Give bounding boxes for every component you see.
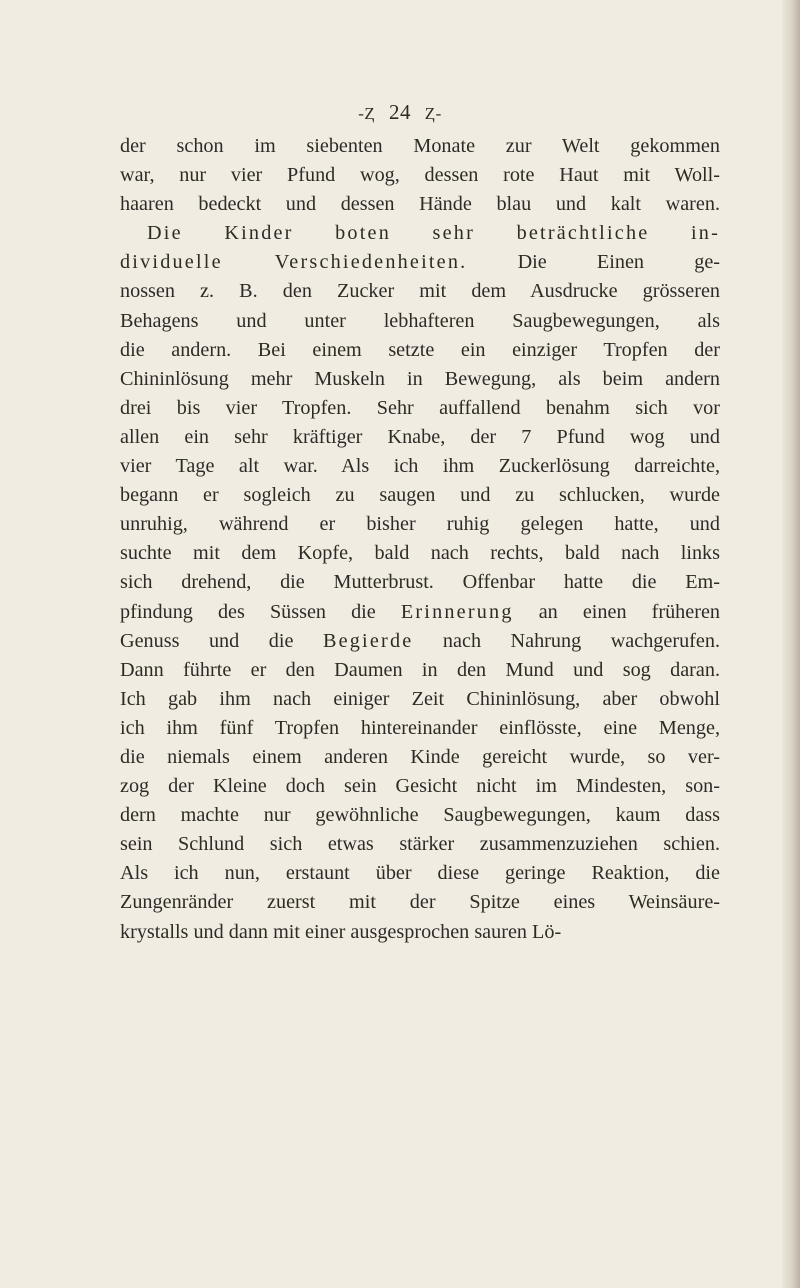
text-line: vier Tage alt war. Als ich ihm Zuckerlösung darreichte, — [120, 455, 720, 478]
text-line — [120, 248, 720, 277]
text-line: sein Schlund sich etwas stärker zusammenzuziehen schien. — [120, 833, 720, 856]
text-segment: nach Nahrung wachgerufen. — [413, 629, 720, 652]
spaced-emphasis: Begierde — [322, 629, 414, 652]
text-line: Als ich nun, erstaunt über diese geringe Reaktion, die — [120, 862, 720, 885]
ornament-right-icon: Ⱬ- — [424, 104, 442, 123]
text-line: ich ihm fünf Tropfen hintereinander einflösste, eine Menge, — [120, 716, 720, 739]
text-line: die andern. Bei einem setzte ein einziger Tropfen der — [120, 338, 720, 361]
text-line: Dann führte er den Daumen in den Mund und sog daran. — [120, 658, 720, 681]
spaced-emphasis: dividuelle Verschiedenheiten. — [120, 251, 468, 274]
text-line: begann er sogleich zu saugen und zu schlucken, wurde — [120, 484, 720, 507]
text-line: suchte mit dem Kopfe, bald nach rechts, bald nach links — [120, 542, 720, 565]
text-line: Ich gab ihm nach einiger Zeit Chininlösung, aber obwohl — [120, 687, 720, 710]
text-line — [120, 598, 720, 627]
text-line: die niemals einem anderen Kinde gereicht wurde, so ver- — [120, 745, 720, 768]
text-segment: an einen früheren — [513, 600, 720, 623]
page-edge-shadow — [782, 0, 800, 1288]
text-line: nossen z. B. den Zucker mit dem Ausdrucke grösseren — [120, 280, 720, 303]
spaced-emphasis: Die Kinder boten sehr beträchtliche in- — [147, 222, 720, 245]
text-line: war, nur vier Pfund wog, dessen rote Haut mit Woll- — [120, 164, 720, 187]
text-line: sich drehend, die Mutterbrust. Offenbar hatte die Em- — [120, 571, 720, 594]
text-line: krystalls und dann mit einer ausgesprochen sauren Lö- — [120, 920, 562, 943]
text-line — [120, 627, 720, 656]
spaced-emphasis: Erinnerung — [400, 600, 514, 623]
text-line: Behagens und unter lebhafteren Saugbewegungen, als — [120, 309, 720, 332]
body-text — [120, 132, 720, 947]
text-line: dern machte nur gewöhnliche Saugbewegungen, kaum dass — [120, 804, 720, 827]
running-header — [0, 98, 800, 128]
text-line: drei bis vier Tropfen. Sehr auffallend benahm sich vor — [120, 396, 720, 419]
text-line: unruhig, während er bisher ruhig gelegen hatte, und — [120, 513, 720, 536]
text-line: haaren bedeckt und dessen Hände blau und kalt waren. — [120, 193, 720, 216]
text-line: Chininlösung mehr Muskeln in Bewegung, als beim andern — [120, 367, 720, 390]
ornament-left-icon: -Ⱬ — [358, 104, 376, 123]
text-segment: Die Einen ge- — [467, 251, 721, 274]
text-line: zog der Kleine doch sein Gesicht nicht im Mindesten, son- — [120, 775, 720, 798]
text-line: allen ein sehr kräftiger Knabe, der 7 Pfund wog und — [120, 425, 720, 448]
text-line: der schon im siebenten Monate zur Welt gekommen — [120, 135, 720, 157]
text-line — [120, 219, 720, 248]
page-number: 24 — [389, 100, 411, 124]
text-line: Zungenränder zuerst mit der Spitze eines Weinsäure- — [120, 891, 720, 914]
text-segment: pfindung des Süssen die — [120, 600, 401, 623]
text-segment: Genuss und die — [120, 629, 323, 652]
